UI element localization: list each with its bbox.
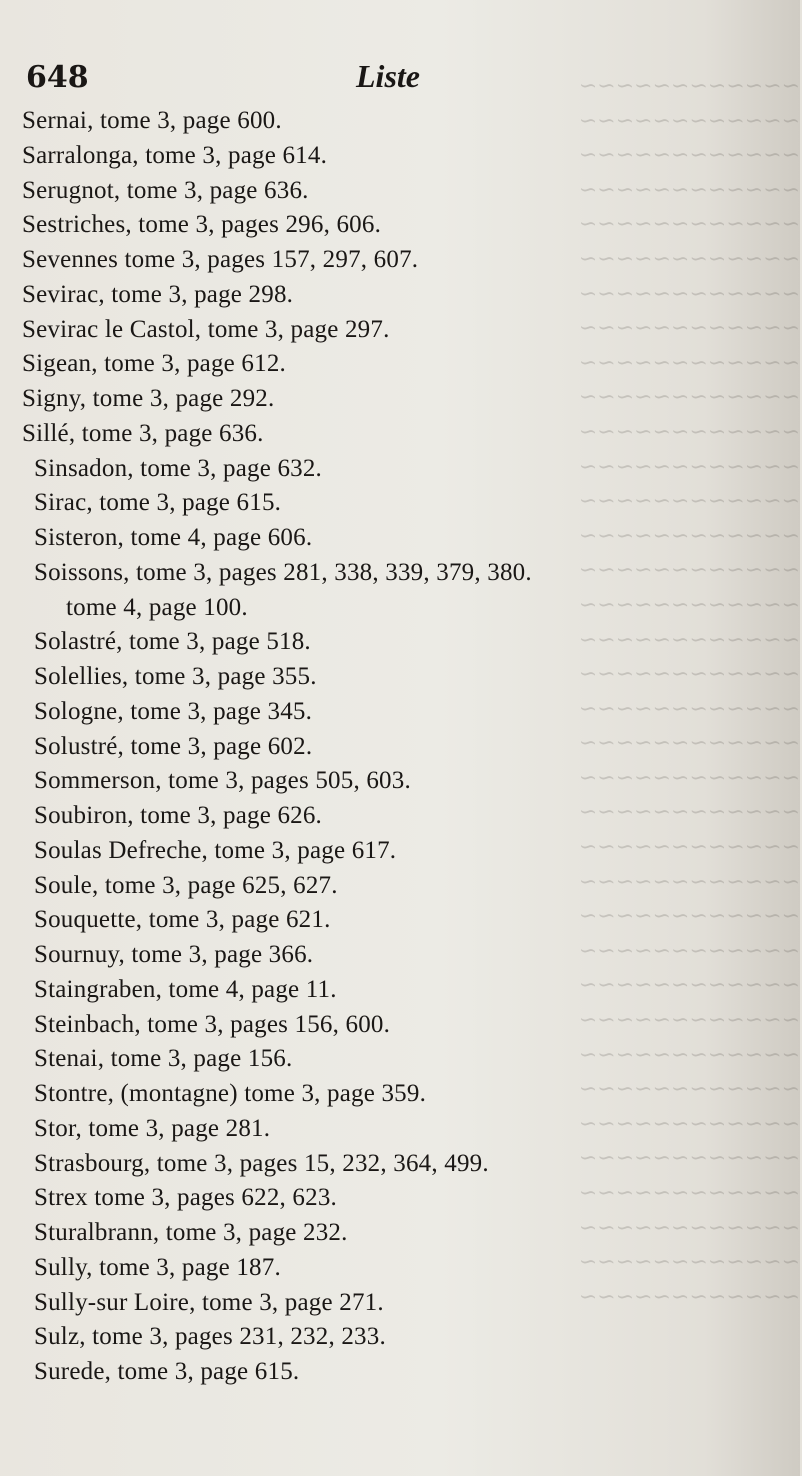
index-entry: Sully-sur Loire, tome 3, page 271. xyxy=(34,1288,384,1316)
index-entry-continuation: tome 4, page 100. xyxy=(66,593,248,621)
index-entry: Serugnot, tome 3, page 636. xyxy=(22,176,309,204)
index-entry: Sernai, tome 3, page 600. xyxy=(22,107,282,134)
index-entry: Sevirac le Castol, tome 3, page 297. xyxy=(22,315,390,343)
index-entry: Sarralonga, tome 3, page 614. xyxy=(22,141,328,169)
index-entry: Sologne, tome 3, page 345. xyxy=(34,697,313,725)
index-entry: Signy, tome 3, page 292. xyxy=(22,385,275,412)
index-entry: Sevennes tome 3, pages 157, 297, 607. xyxy=(22,246,419,273)
index-entry: Solastré, tome 3, page 518. xyxy=(34,628,311,656)
page-header xyxy=(26,60,726,100)
show-through-texture: ~~~~~~~~~~~~ ~~~~~~~~~~~~ ~~~~~~~~~~~~ ~~~~~~~~~~~~ ~~~~~~~~~~~~ ~~~~~~~~~~~~ ~~~~~~~~~~~~ ~~~~~~~~~~~~ ~~~~~~~~~~~~ ~~~~~~~~~~~~ ~~~~~~~~~~~~ ~~~~~~~~~~~~ ~~~~~~~~~~~~ ~~~~~~~~~~~~ ~~~~~~~~~~~~ ~~~~~~~~~~~~ ~~~~~~~~~~~~ ~~~~~~~~~~~~ ~~~~~~~~~~~~ ~~~~~~~~~~~~ ~~~~~~~~~~~~ ~~~~~~~~~~~~ ~~~~~~~~~~~~ ~~~~~~~~~~~~ ~~~~~~~~~~~~ ~~~~~~~~~~~~ ~~~~~~~~~~~~ ~~~~~~~~~~~~ ~~~~~~~~~~~~ ~~~~~~~~~~~~ ~~~~~~~~~~~~ ~~~~~~~~~~~~ ~~~~~~~~~~~~ ~~~~~~~~~~~~ ~~~~~~~~~~~~ ~~~~~~~~~~~~ xyxy=(578,74,800,1310)
index-entry: Surede, tome 3, page 615. xyxy=(34,1358,300,1385)
index-entry: Sully, tome 3, page 187. xyxy=(34,1253,281,1281)
index-entry: Sisteron, tome 4, page 606. xyxy=(34,524,313,551)
index-entry: Soulas Defreche, tome 3, page 617. xyxy=(34,836,397,864)
index-entry: Solellies, tome 3, page 355. xyxy=(34,663,317,690)
index-entry: Staingraben, tome 4, page 11. xyxy=(34,975,337,1003)
index-entry: Souquette, tome 3, page 621. xyxy=(34,906,331,934)
index-entry: Strasbourg, tome 3, pages 15, 232, 364, 499. xyxy=(34,1149,489,1177)
index-entry: Soubiron, tome 3, page 626. xyxy=(34,802,323,829)
index-entry: Steinbach, tome 3, pages 156, 600. xyxy=(34,1010,391,1038)
index-entry: Sillé, tome 3, page 636. xyxy=(22,419,264,447)
index-entry: Stenai, tome 3, page 156. xyxy=(34,1045,293,1073)
index-entry: Sulz, tome 3, pages 231, 232, 233. xyxy=(34,1323,386,1351)
page-number: 648 xyxy=(26,60,89,95)
index-entry: Stontre, (montagne) tome 3, page 359. xyxy=(34,1080,427,1107)
index-entry: Sestriches, tome 3, pages 296, 606. xyxy=(22,211,382,239)
index-entry: Soissons, tome 3, pages 281, 338, 339, 379, 380. xyxy=(34,558,532,586)
index-entry: Sinsadon, tome 3, page 632. xyxy=(34,454,323,482)
index-entry: Solustré, tome 3, page 602. xyxy=(34,732,313,760)
index-entry: Stor, tome 3, page 281. xyxy=(34,1114,271,1142)
index-entry: Strex tome 3, pages 622, 623. xyxy=(34,1184,337,1212)
index-entry: Sommerson, tome 3, pages 505, 603. xyxy=(34,767,411,795)
index-entry: Sournuy, tome 3, page 366. xyxy=(34,941,314,968)
index-entry: Sirac, tome 3, page 615. xyxy=(34,489,282,517)
running-title: Liste xyxy=(356,58,420,94)
index-entry: Sturalbrann, tome 3, page 232. xyxy=(34,1219,348,1246)
index-entry: Sigean, tome 3, page 612. xyxy=(22,350,286,378)
index-entry: Soule, tome 3, page 625, 627. xyxy=(34,871,338,899)
index-list xyxy=(22,104,802,1390)
index-entry: Sevirac, tome 3, page 298. xyxy=(22,280,294,308)
